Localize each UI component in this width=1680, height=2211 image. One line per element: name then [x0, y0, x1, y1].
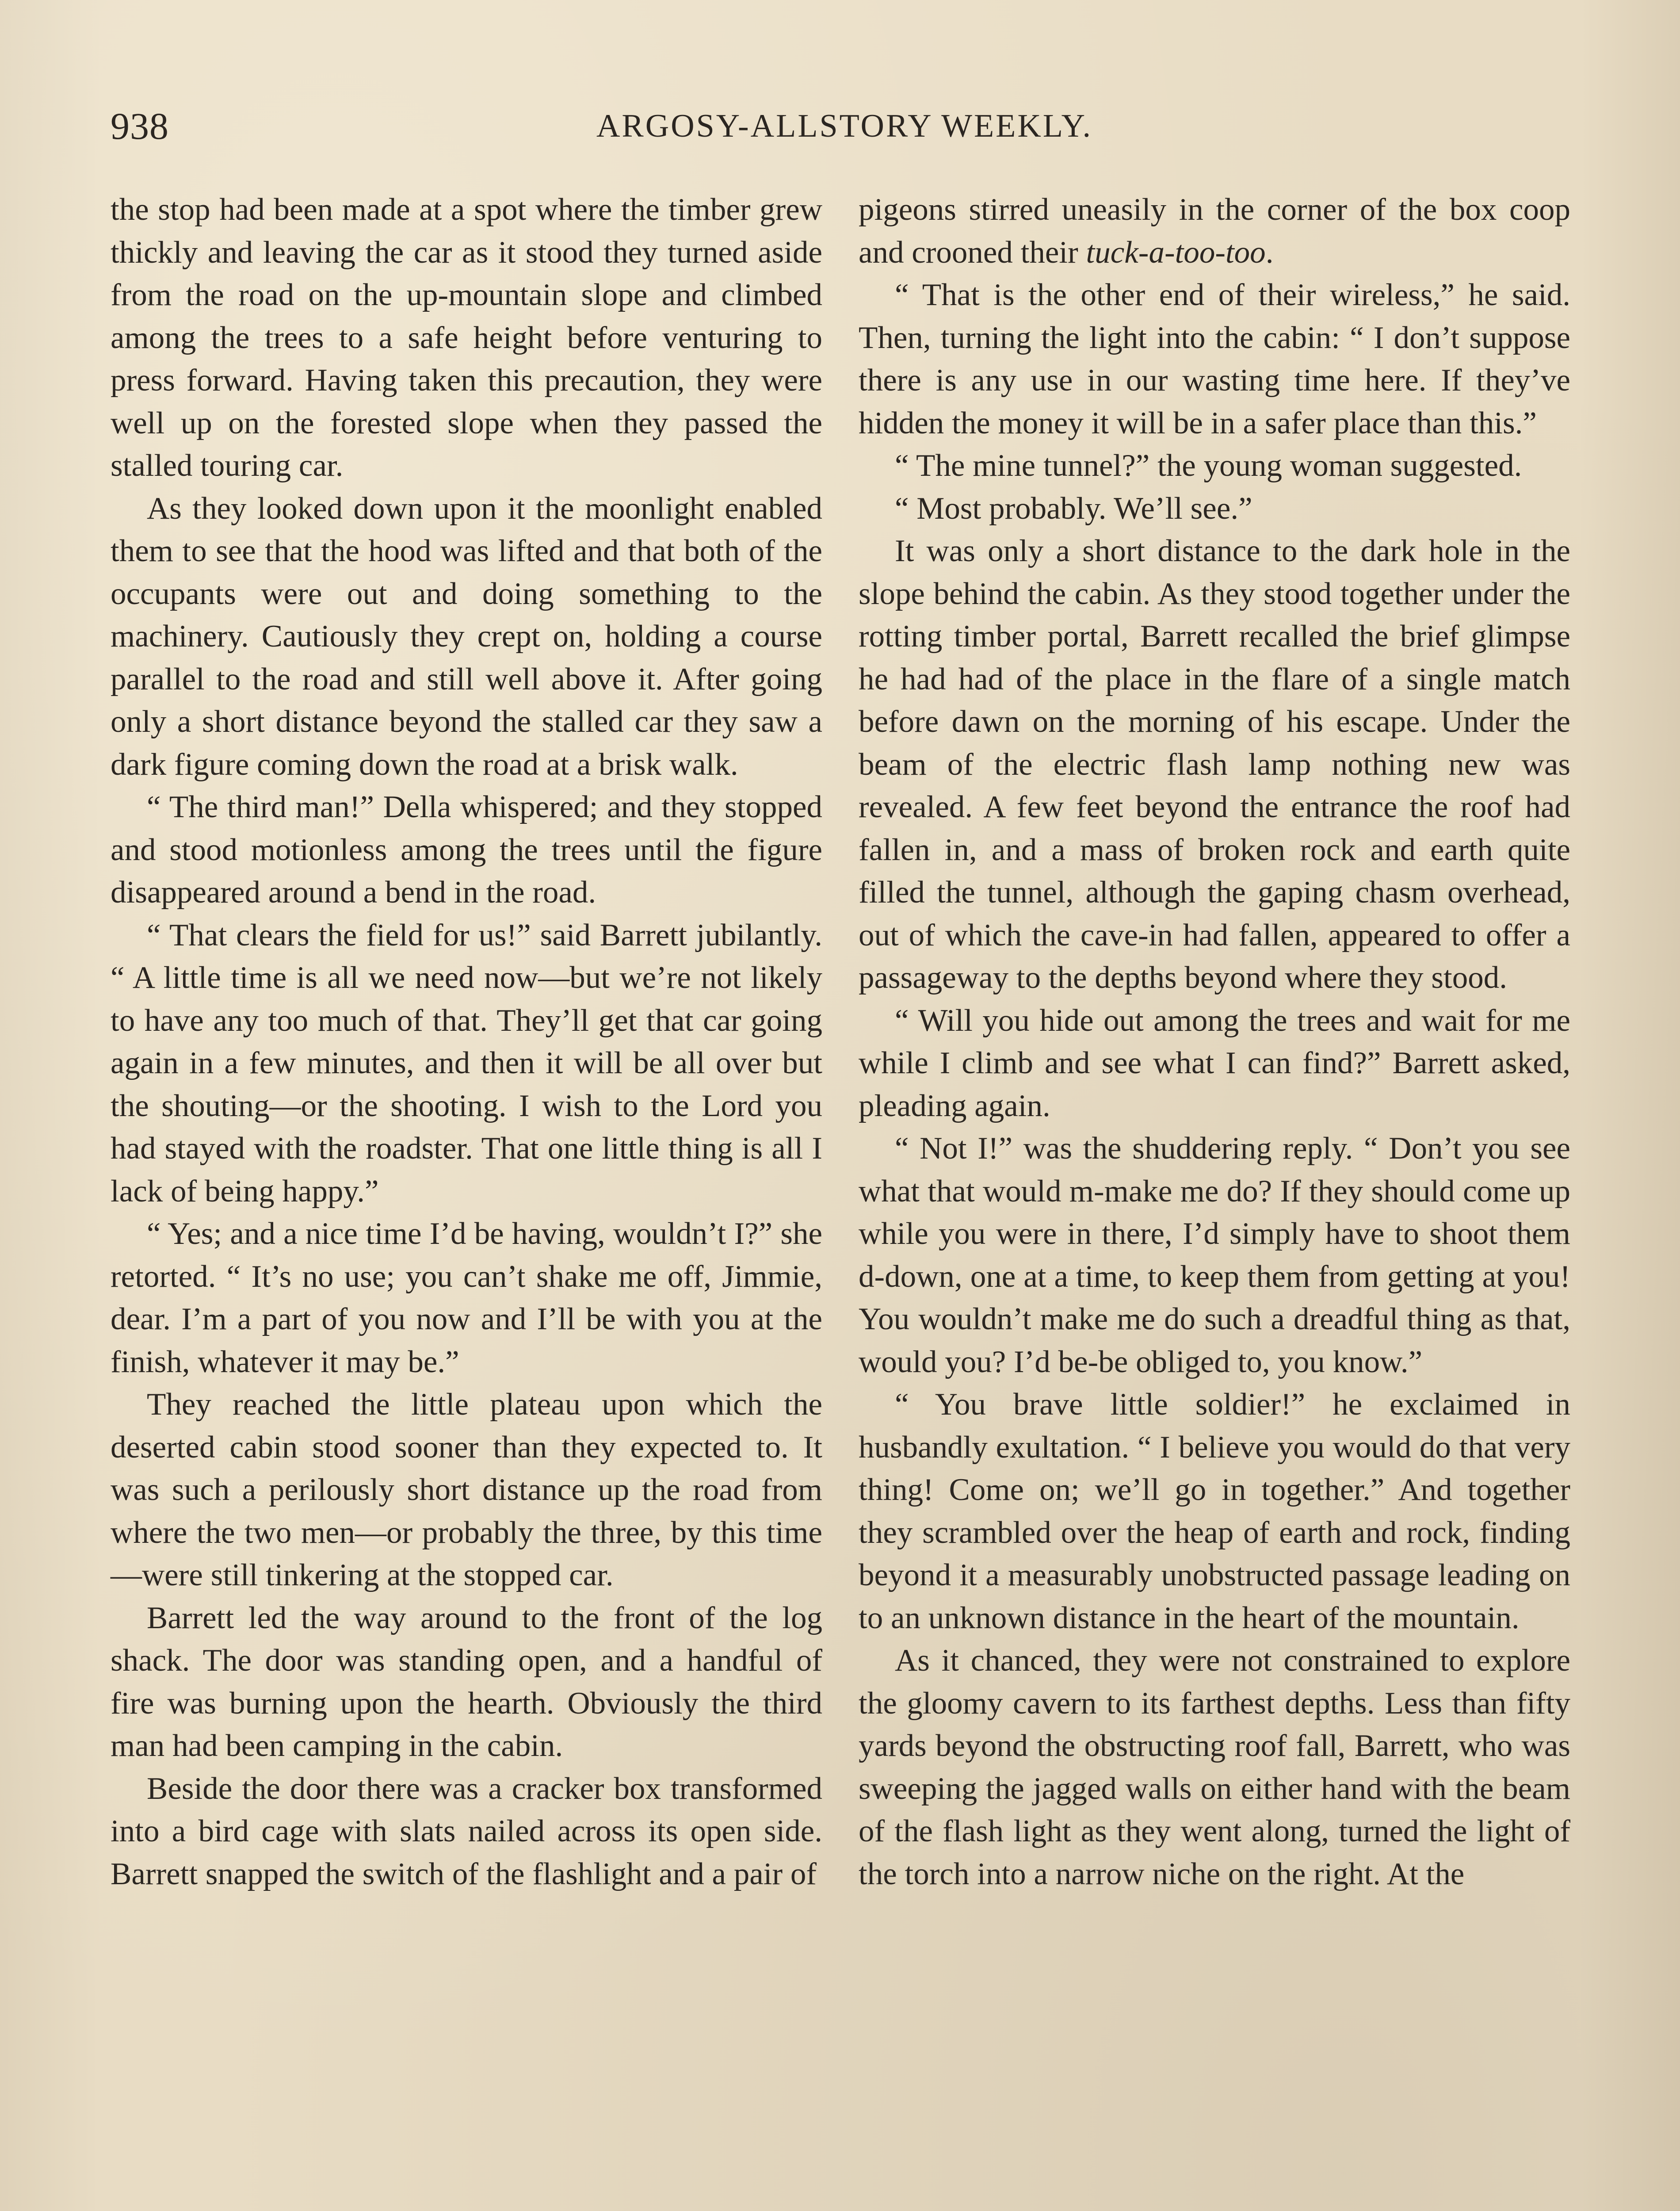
paragraph: “ That is the other end of their wireless,” he said. Then, turning the light into the cabin: “ I don’t suppose there is any use in our wasting time here. If they’ve hidden the money it will be in a safer place than this.”: [859, 278, 1570, 440]
paragraph-text: pigeons stirred uneasily in the corner of the box coop and crooned their: [859, 192, 1570, 270]
paragraph: the stop had been made at a spot where the timber grew thickly and leaving the car as it stood they turned aside from the road on the up-mountain slope and climbed among the trees to a safe height before venturing to press forward. Having taken this precaution, they were well up on the forested slope when they passed the stalled touring car.: [111, 192, 822, 483]
paragraph: They reached the little plateau upon which the deserted cabin stood sooner than they expected to. It was such a perilously short distance up the road from where the two men—or probably the three, by this time—were still tinkering at the stopped car.: [111, 1387, 822, 1592]
paragraph-text: .: [1265, 235, 1274, 270]
paragraph: “ Not I!” was the shuddering reply. “ Don’t you see what that would m-make me do? If they should come up while you were in there, I’d simply have to shoot them d-down, one at a time, to keep them from getting at you! You wouldn’t make me do such a dreadful thing as that, would you? I’d be-be obliged to, you know.”: [859, 1131, 1570, 1379]
paragraph: “ Most probably. We’ll see.”: [895, 491, 1252, 526]
paragraph: “ Yes; and a nice time I’d be having, wouldn’t I?” she retorted. “ It’s no use; you can’t shake me off, Jimmie, dear. I’m a part of you now and I’ll be with you at the finish, whatever it may be.”: [111, 1216, 822, 1379]
paragraph: As they looked down upon it the moonlight enabled them to see that the hood was lifted and that both of the occupants were out and doing something to the machinery. Cautiously they crept on, holding a course parallel to the road and still well above it. After going only a short distance beyond the stalled car they saw a dark figure coming down the road at a brisk walk.: [111, 491, 822, 782]
right-column: [859, 188, 1570, 1895]
paragraph: “ The mine tunnel?” the young woman suggested.: [895, 448, 1522, 483]
paragraph: [859, 188, 1570, 274]
paragraph: “ That clears the field for us!” said Barrett jubilantly. “ A little time is all we need now—but we’re not likely to have any too much of that. They’ll get that car going again in a few minutes, and then it will be all over but the shouting—or the shooting. I wish to the Lord you had stayed with the roadster. That one little thing is all I lack of being happy.”: [111, 918, 822, 1209]
paragraph: “ Will you hide out among the trees and wait for me while I climb and see what I can find?” Barrett asked, pleading again.: [859, 1003, 1570, 1123]
paragraph: As it chanced, they were not constrained to explore the gloomy cavern to its farthest depths. Less than fifty yards beyond the obstructing roof fall, Barrett, who was sweeping the jagged walls on either hand with the beam of the flash light as they went along, turned the light of the torch into a narrow niche on the right. At the: [859, 1643, 1570, 1891]
paragraph: Beside the door there was a cracker box transformed into a bird cage with slats nailed across its open side. Barrett snapped the switch of the flashlight and a pair of: [111, 1771, 822, 1891]
paragraph: “ You brave little soldier!” he exclaimed in husbandly exultation. “ I believe you would do that very thing! Come on; we’ll go in together.” And together they scrambled over the heap of earth and rock, finding beyond it a measurably unobstructed passage leading on to an unknown distance in the heart of the mountain.: [859, 1387, 1570, 1635]
page-number: 938: [111, 105, 169, 147]
page-header: [111, 102, 1578, 150]
left-column: [111, 188, 822, 1895]
paragraph: It was only a short distance to the dark hole in the slope behind the cabin. As they stood together under the rotting timber portal, Barrett recalled the brief glimpse he had had of the place in the flare of a single match before dawn on the morning of his escape. Under the beam of the electric flash lamp nothing new was revealed. A few feet beyond the entrance the roof had fallen in, and a mass of broken rock and earth quite filled the tunnel, although the gaping chasm overhead, out of which the cave-in had fallen, appeared to offer a passageway to the depths beyond where they stood.: [859, 534, 1570, 995]
running-head: ARGOSY-ALLSTORY WEEKLY.: [596, 108, 1093, 144]
paragraph: “ The third man!” Della whispered; and they stopped and stood motionless among the trees until the figure disappeared around a bend in the road.: [111, 790, 822, 910]
italic-text: tuck-a-too-too: [1086, 235, 1266, 270]
paragraph: Barrett led the way around to the front of the log shack. The door was standing open, and a handful of fire was burning upon the hearth. Obviously the third man had been camping in the cabin.: [111, 1600, 822, 1763]
